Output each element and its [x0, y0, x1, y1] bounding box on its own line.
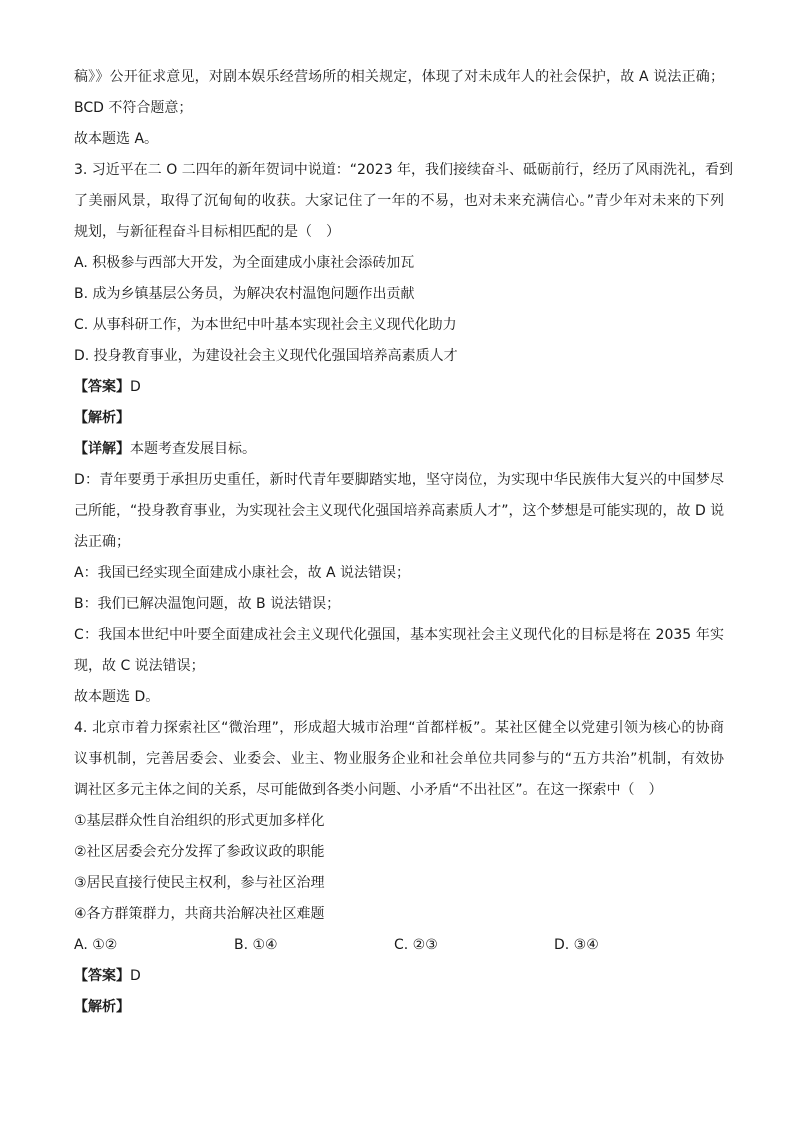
document-page: [74, 62, 734, 1023]
question-4-statement: ①基层群众性自治组织的形式更加多样化: [74, 813, 325, 829]
answer-value: D: [130, 968, 141, 984]
explain-line: B：我们已解决温饱问题，故 B 说法错误；: [74, 596, 341, 612]
answer-tag: 【答案】: [74, 968, 130, 984]
choice-a: A. ①②: [74, 937, 118, 953]
question-4-answer: [74, 961, 724, 992]
question-4-statement: ④各方群策群力，共商共治解决社区难题: [74, 906, 325, 922]
explain-line: 故本题选 D。: [74, 689, 160, 705]
text-line: BCD 不符合题意；: [74, 100, 193, 116]
question-3-option-a: A. 积极参与西部大开发，为全面建成小康社会添砖加瓦: [74, 255, 415, 271]
choice-d: D. ③④: [554, 937, 599, 953]
analysis-tag: 【解析】: [74, 999, 130, 1015]
question-3-option-d: D. 投身教育事业，为建设社会主义现代化强国培养高素质人才: [74, 348, 458, 364]
question-4-analysis: [74, 992, 724, 1023]
question-4-stem: 4. 北京市着力探索社区“微治理”，形成超大城市治理“首都样板”。某社区健全以党建引领为核心的协商: [74, 720, 724, 736]
explain-line: 法正确；: [74, 534, 130, 550]
text-line: 故本题选 A。: [74, 131, 159, 147]
detail-tag: 【详解】: [74, 441, 130, 457]
question-3-stem: 了美丽风景，取得了沉甸甸的收获。大家记住了一年的不易，也对未来充满信心。”青少年对未来的下列: [74, 193, 724, 209]
explain-line: C：我国本世纪中叶要全面建成社会主义现代化强国，基本实现社会主义现代化的目标是将在 2035 年实: [74, 627, 724, 643]
question-3-option-b: B. 成为乡镇基层公务员，为解决农村温饱问题作出贡献: [74, 286, 415, 302]
question-3-analysis: [74, 403, 724, 434]
explain-line: A：我国已经实现全面建成小康社会，故 A 说法错误；: [74, 565, 411, 581]
question-3-option-c: C. 从事科研工作，为本世纪中叶基本实现社会主义现代化助力: [74, 317, 457, 333]
question-3-stem: 规划，与新征程奋斗目标相匹配的是（ ）: [74, 224, 340, 240]
question-4-stem: 调社区多元主体之间的关系，尽可能做到各类小问题、小矛盾“不出社区”。在这一探索中（ ）: [74, 782, 663, 798]
explain-line: 己所能，“投身教育事业，为实现社会主义现代化强国培养高素质人才”，这个梦想是可能实现的，故 D 说: [74, 503, 725, 519]
choice-b: B. ①④: [234, 937, 278, 953]
explain-line: D：青年要勇于承担历史重任，新时代青年要脚踏实地，坚守岗位，为实现中华民族伟大复兴的中国梦尽: [74, 472, 724, 488]
analysis-tag: 【解析】: [74, 410, 130, 426]
explain-line: 现，故 C 说法错误；: [74, 658, 205, 674]
question-3-detail: [74, 434, 724, 465]
question-4-choices: [74, 930, 724, 961]
detail-text: 本题考查发展目标。: [130, 441, 256, 457]
question-4-statement: ③居民直接行使民主权利，参与社区治理: [74, 875, 325, 891]
question-3-answer: [74, 372, 724, 403]
question-3-stem: 3. 习近平在二 O 二四年的新年贺词中说道：“2023 年，我们接续奋斗、砥砺前行，经历了风雨洗礼，看到: [74, 162, 734, 178]
choice-c: C. ②③: [394, 937, 438, 953]
answer-value: D: [130, 379, 141, 395]
text-line: 稿》》公开征求意见，对剧本娱乐经营场所的相关规定，体现了对未成年人的社会保护，故 A 说法正确；: [74, 69, 724, 85]
answer-tag: 【答案】: [74, 379, 130, 395]
question-4-stem: 议事机制，完善居委会、业委会、业主、物业服务企业和社会单位共同参与的“五方共治”机制，有效协: [74, 751, 724, 767]
question-4-statement: ②社区居委会充分发挥了参政议政的职能: [74, 844, 325, 860]
